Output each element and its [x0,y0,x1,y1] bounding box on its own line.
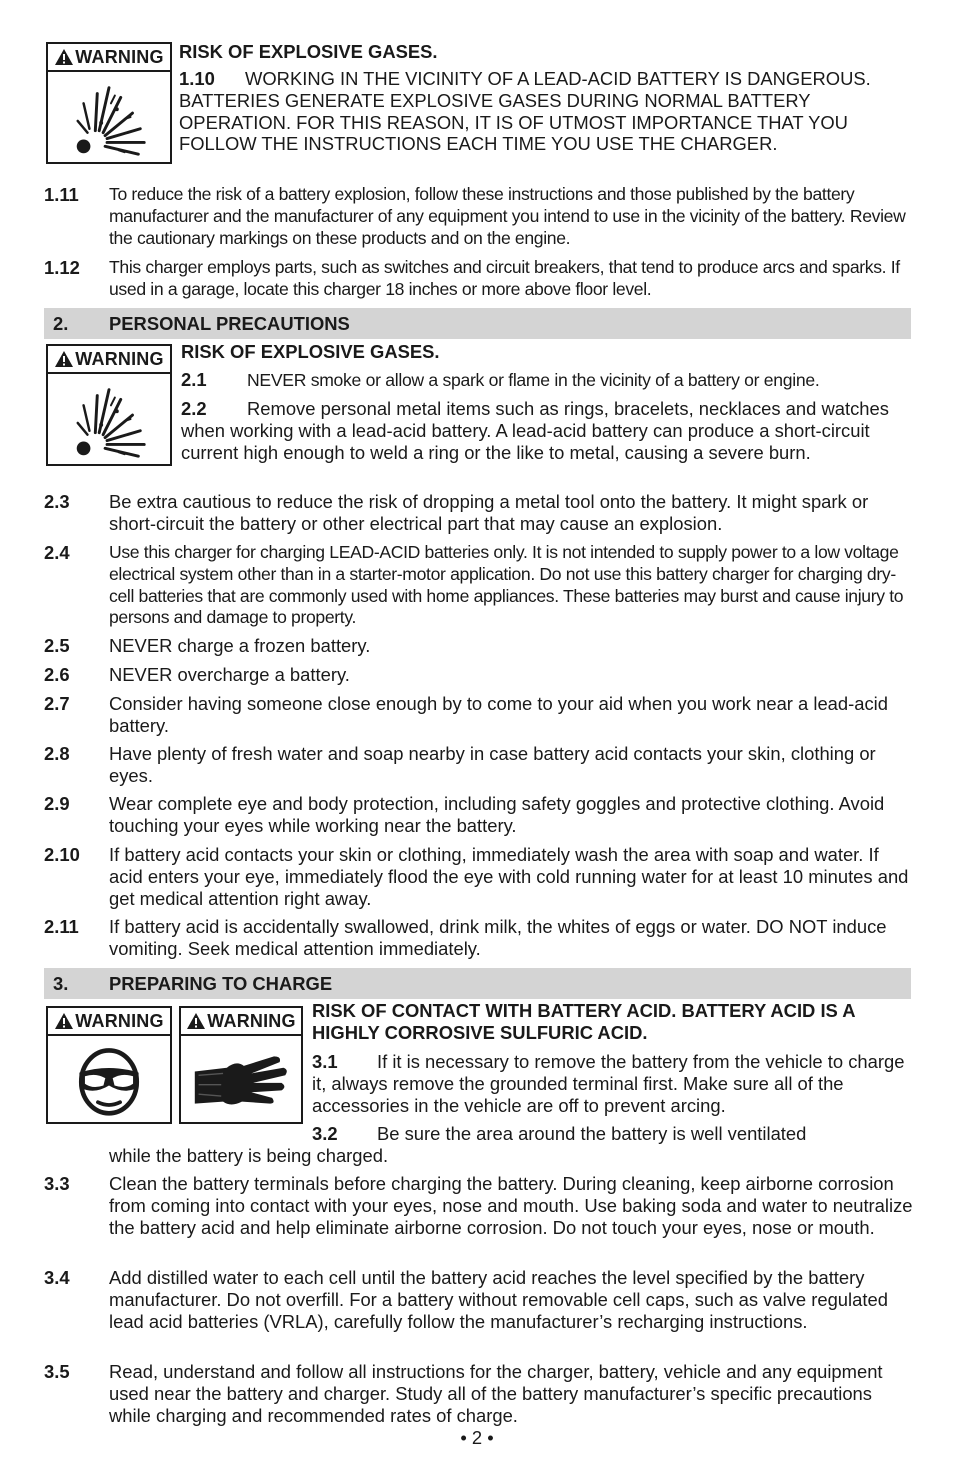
item-3-2 [312,1123,912,1145]
item-number: 2.11 [44,916,79,937]
item-number: 1.11 [44,184,79,205]
item-text: WORKING IN THE VICINITY OF A LEAD-ACID BATTERY IS DANGEROUS. BATTERIES GENERATE EXPLOSIVE GASES DURING NORMAL BATTERY OPERATION. FOR THIS REASON, IT IS OF UTMOST IMPORTANCE THAT YOU FOLLOW THE INSTRUCTIONS EACH TIME YOU USE THE CHARGER. [179,68,871,155]
item-number: 2.9 [44,793,70,814]
item-2-2 [181,398,911,463]
warning-triangle-icon [54,1012,74,1030]
item-number: 3.5 [44,1361,70,1382]
section-number: 3. [53,973,69,994]
warning-header [48,1008,170,1036]
item-number: 3.1 [312,1051,338,1072]
item-text: NEVER charge a frozen battery. [109,635,371,656]
explosion-icon [48,72,170,164]
item-1-10 [179,68,909,155]
item-text: To reduce the risk of a battery explosion, follow these instructions and those published by the battery manufacturer and the manufacturer of any equipment you intend to use in the vicinity of the battery. Review the cautionary markings on these products and on the engine. [109,184,906,248]
item-3-2-continued: while the battery is being charged. [109,1145,389,1166]
safety-goggles-icon [48,1036,170,1124]
block1-heading: RISK OF EXPLOSIVE GASES. [179,41,438,62]
page-number: • 2 • [460,1427,494,1448]
warning-label: WARNING [207,1010,296,1031]
section-number: 2. [53,313,69,334]
warning-header [181,1008,301,1036]
item-number: 2.4 [44,542,70,563]
item-text: If battery acid contacts your skin or clothing, immediately wash the area with soap and water. If acid enters your eye, immediately flood the eye with cold running water for at least 10 minutes and get medical attention right away. [109,844,909,909]
item-number: 3.3 [44,1173,70,1194]
item-text: Be sure the area around the battery is well ventilated [377,1123,807,1144]
item-text: Clean the battery terminals before charging the battery. During cleaning, keep airborne corrosion from coming into contact with your eyes, nose and mouth. Use baking soda and water to neutralize the battery acid and help eliminate airborne corrosion. Do not touch your eyes, nose or mouth. [109,1173,913,1238]
warning-header [48,44,170,72]
item-number: 2.5 [44,635,70,656]
warning-header [48,346,170,374]
block3-heading: RISK OF CONTACT WITH BATTERY ACID. BATTERY ACID IS A HIGHLY CORROSIVE SULFURIC ACID. [312,1000,855,1043]
explosion-icon [48,374,170,466]
item-text: Remove personal metal items such as rings, bracelets, necklaces and watches when working with a lead-acid battery. A lead-acid battery can produce a short-circuit current high enough to weld a ring or the like to metal, causing a severe burn. [181,398,889,463]
item-text: Wear complete eye and body protection, including safety goggles and protective clothing. Avoid touching your eyes while working near the battery. [109,793,885,836]
warning-box-explosion-2 [46,344,172,466]
warning-box-eye-protection [46,1006,172,1124]
item-3-1 [312,1051,910,1116]
warning-label: WARNING [75,348,164,369]
item-text: If battery acid is accidentally swallowed, drink milk, the whites of eggs or water. DO NOT induce vomiting. Seek medical attention immediately. [109,916,887,959]
item-text: Read, understand and follow all instructions for the charger, battery, vehicle and any equipment used near the battery and charger. Study all of the battery manufacturer’s specific precautions while charging and recommended rates of charge. [109,1361,883,1426]
item-text: NEVER overcharge a battery. [109,664,350,685]
item-text: This charger employs parts, such as switches and circuit breakers, that tend to produce arcs and sparks. If used in a garage, locate this charger 18 inches or more above floor level. [109,257,900,299]
section-header-personal-precautions [44,308,911,339]
warning-box-explosion-1 [46,42,172,164]
warning-box-gloves [179,1006,303,1124]
item-text: NEVER smoke or allow a spark or flame in the vicinity of a battery or engine. [247,370,820,390]
item-text: Add distilled water to each cell until the battery acid reaches the level specified by the battery manufacturer. Do not overfill. For a battery without removable cell caps, such as valve regulated lead acid batteries (VRLA), carefully follow the manufacturer’s recharging instructions. [109,1267,888,1332]
item-number: 2.3 [44,491,70,512]
item-number: 2.6 [44,664,70,685]
protective-glove-icon [181,1036,301,1124]
item-number: 2.2 [181,398,207,419]
warning-triangle-icon [54,350,74,368]
item-number: 3.2 [312,1123,338,1144]
item-number: 1.12 [44,257,80,278]
item-number: 2.7 [44,693,70,714]
item-number: 3.4 [44,1267,70,1288]
section-header-preparing-to-charge [44,968,911,999]
section-title: PREPARING TO CHARGE [109,973,333,994]
item-number: 2.1 [181,369,207,390]
item-2-1 [181,369,916,392]
item-text: Consider having someone close enough by to come to your aid when you work near a lead-acid battery. [109,693,888,736]
item-number: 2.8 [44,743,70,764]
item-text: Be extra cautious to reduce the risk of dropping a metal tool onto the battery. It might spark or short-circuit the battery or other electrical part that may cause an explosion. [109,491,869,534]
warning-triangle-icon [54,48,74,66]
item-text: Have plenty of fresh water and soap nearby in case battery acid contacts your skin, clothing or eyes. [109,743,876,786]
item-text: Use this charger for charging LEAD-ACID batteries only. It is not intended to supply power to a low voltage electrical system other than in a starter-motor application. Do not use this battery charger for charging dry-cell batteries that are commonly used with home appliances. These batteries may burst and cause injury to persons and damage to property. [109,542,904,628]
item-number: 2.10 [44,844,80,865]
block2-heading: RISK OF EXPLOSIVE GASES. [181,341,440,362]
warning-triangle-icon [186,1012,206,1030]
item-text: If it is necessary to remove the battery from the vehicle to charge it, always remove the grounded terminal first. Make sure all of the accessories in the vehicle are off to prevent arcing. [312,1051,905,1116]
warning-label: WARNING [75,46,164,67]
item-number: 1.10 [179,68,215,89]
section-title: PERSONAL PRECAUTIONS [109,313,350,334]
warning-label: WARNING [75,1010,164,1031]
